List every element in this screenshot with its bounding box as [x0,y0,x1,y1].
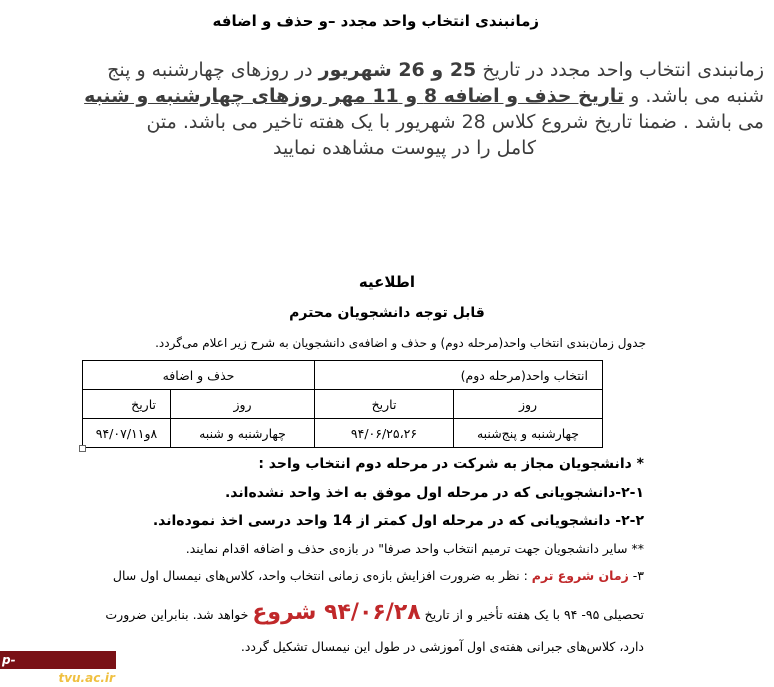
summary-line-1 [4,58,764,83]
notice-attention: قابل توجه دانشجویان محترم [289,305,485,321]
page-title: زمانبندی انتخاب واحد مجدد –و حذف و اضافه [212,12,539,30]
col-header-day: روز [171,390,315,419]
item-3-text: : نظر به ضرورت افزایش بازه‌ی زمانی انتخاب واحد، کلاس‌های نیمسال اول سال [112,568,532,583]
summary-line-3: می باشد . ضمنا تاریخ شروع کلاس 28 شهریور با یک هفته تاخیر می باشد. متن [146,111,764,133]
col-header-date: تاریخ [83,390,171,419]
item-3-line-2-pre: تحصیلی ۹۵- ۹۴ با یک هفته تأخیر و از تاریخ [420,607,644,622]
watermark-prefix: p-roodbar. [2,653,59,685]
table-cell: چهارشنبه و پنج‌شنبه [454,419,603,448]
table-col-header-row [83,390,603,419]
item-2-2: ۲-۲- دانشجویانی که در مرحله اول کمتر از 14 واحد درسی اخذ نموده‌اند. [152,513,644,529]
summary-add-drop-dates: تاریخ حذف و اضافه 8 و 11 مهر روزهای چهارشنبه و شنبه [84,85,625,107]
table-cell: ۹۴/۰۶/۲۵،۲۶ [315,419,454,448]
item-3-line-1 [113,568,644,583]
summary-line-2-pre: شنبه می باشد. و [624,85,764,107]
notice-heading: اطلاعیه [358,273,416,291]
schedule-table [82,360,603,448]
group-header-selection: انتخاب واحد(مرحله دوم) [315,361,603,390]
term-start-date: ۹۴/۰۶/۲۸ شروع [252,600,421,625]
table-row [83,419,603,448]
col-header-day: روز [454,390,603,419]
item-3-line-3: دارد، کلاس‌های جبرانی هفته‌ی اول آموزشی در طول این نیمسال تشکیل گردد. [240,639,644,654]
item-3-line-2-post: خواهد شد. بنابراین ضرورت [105,607,253,622]
table-cell: ۸و۹۴/۰۷/۱۱ [83,419,171,448]
item-2-1: ۲-۱-دانشجویانی که در مرحله اول موفق به اخذ واحد نشده‌اند. [224,485,644,501]
site-watermark[interactable] [0,651,116,685]
table-cell: چهارشنبه و شنبه [171,419,315,448]
notice-intro: جدول زمان‌بندی انتخاب واحد(مرحله دوم) و حذف و اضافه‌ی دانشجویان به شرح زیر اعلام می‌گردد. [155,336,646,350]
term-start-label: زمان شروع ترم [531,568,629,583]
item-note: ** سایر دانشجویان جهت ترمیم انتخاب واحد صرفا" در بازه‌ی حذف و اضافه اقدام نمایند. [185,541,644,556]
item-3-line-2 [105,600,644,625]
group-header-add-drop: حذف و اضافه [83,361,315,390]
table-group-header-row [83,361,603,390]
item-3-number: ۳- [628,568,644,583]
summary-line-4: کامل را در پیوست مشاهده نمایید [272,137,536,159]
summary-line-1-post: در روزهای چهارشنبه و پنج [107,59,319,81]
resize-handle[interactable] [79,445,86,452]
summary-line-2 [4,84,764,109]
col-header-date: تاریخ [315,390,454,419]
watermark-domain: tvu.ac.ir [58,671,115,685]
summary-line-1-pre: زمانبندی انتخاب واحد مجدد در تاریخ [476,59,764,81]
summary-dates: 25 و 26 شهریور [318,59,477,81]
eligible-heading: * دانشجویان مجاز به شرکت در مرحله دوم انتخاب واحد : [258,456,644,472]
